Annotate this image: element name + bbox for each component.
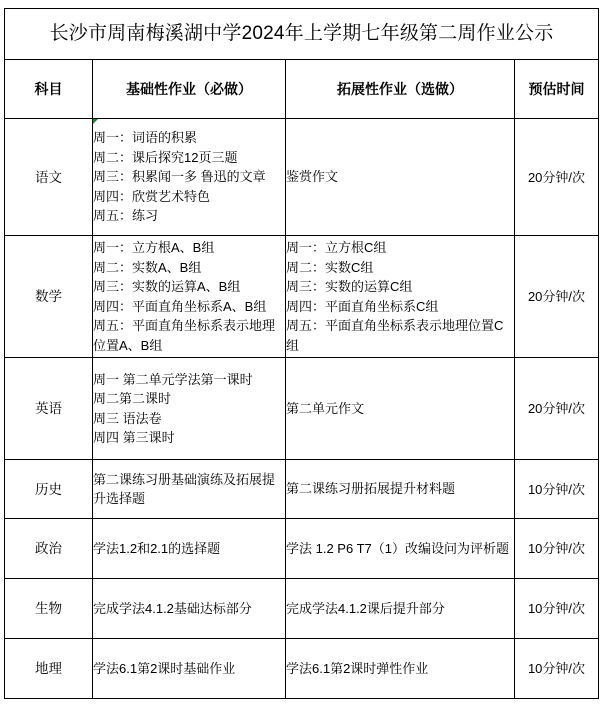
work-line: 周四 第三课时 xyxy=(93,430,175,445)
estimated-time: 10分钟/次 xyxy=(515,460,599,519)
extended-work-cell xyxy=(286,639,515,699)
estimated-time: 10分钟/次 xyxy=(515,519,599,579)
basic-work-cell xyxy=(93,236,286,358)
work-line: 周五：练习 xyxy=(93,208,159,224)
estimated-time: 20分钟/次 xyxy=(515,358,599,460)
table-row xyxy=(5,236,599,358)
subject-name: 生物 xyxy=(5,579,93,639)
table-row xyxy=(5,358,599,460)
work-line: 完成学法4.1.2课后提升部分 xyxy=(286,600,445,616)
extended-work-cell xyxy=(286,519,515,579)
work-line: 第二课练习册基础演练及拓展提升选择题 xyxy=(93,471,276,506)
work-line: 学法6.1第2课时基础作业 xyxy=(93,660,236,676)
estimated-time: 10分钟/次 xyxy=(515,639,599,699)
column-header-extended-work: 拓展性作业（选做） xyxy=(286,60,515,119)
extended-work-cell xyxy=(286,119,515,236)
header-row xyxy=(5,60,599,119)
title-row xyxy=(5,9,599,60)
work-line: 完成学法4.1.2基础达标部分 xyxy=(93,600,252,616)
extended-work-cell xyxy=(286,236,515,358)
subject-name: 数学 xyxy=(5,236,93,358)
work-line: 第二单元作文 xyxy=(286,400,365,416)
work-line: 鉴赏作文 xyxy=(286,169,339,185)
cell-comment-marker-icon xyxy=(93,119,98,124)
work-line: 周四：平面直角坐标系C组 xyxy=(286,298,439,314)
basic-work-cell xyxy=(93,358,286,460)
page-title: 长沙市周南梅溪湖中学2024年上学期七年级第二周作业公示 xyxy=(5,9,599,60)
table-row xyxy=(5,519,599,579)
estimated-time: 10分钟/次 xyxy=(515,579,599,639)
column-header-subject: 科目 xyxy=(5,60,93,119)
work-line: 学法 1.2 P6 T7（1）改编设问为评析题 xyxy=(286,540,509,556)
work-line: 周五：平面直角坐标系表示地理位置C组 xyxy=(286,318,504,353)
table-row xyxy=(5,579,599,639)
worksheet xyxy=(4,8,598,699)
work-line: 周三：实数的运算A、B组 xyxy=(93,279,241,294)
work-line: 周三：实数的运算C组 xyxy=(286,279,413,294)
work-line: 周一：词语的积累 xyxy=(93,130,198,146)
work-line: 周三 语法卷 xyxy=(93,410,162,426)
basic-work-cell xyxy=(93,119,286,236)
work-line: 学法1.2和2.1的选择题 xyxy=(93,540,221,556)
extended-work-cell xyxy=(286,460,515,519)
subject-name: 地理 xyxy=(5,639,93,699)
work-line: 第二课练习册拓展提升材料题 xyxy=(286,481,456,497)
work-line: 周四：欣赏艺术特色 xyxy=(93,188,211,204)
basic-work-cell xyxy=(93,519,286,579)
work-line: 周四：平面直角坐标系A、B组 xyxy=(93,298,267,314)
subject-name: 政治 xyxy=(5,519,93,579)
table-row xyxy=(5,639,599,699)
work-line: 周二：课后探究12页三题 xyxy=(93,149,238,165)
basic-work-cell xyxy=(93,639,286,699)
table-body xyxy=(5,9,599,699)
subject-name: 英语 xyxy=(5,358,93,460)
estimated-time: 20分钟/次 xyxy=(515,236,599,358)
work-line: 周一：立方根A、B组 xyxy=(93,240,215,255)
table-row xyxy=(5,460,599,519)
work-line: 周二：实数A、B组 xyxy=(93,259,202,275)
homework-table xyxy=(4,8,599,699)
subject-name: 历史 xyxy=(5,460,93,519)
extended-work-cell xyxy=(286,579,515,639)
work-line: 周五：平面直角坐标系表示地理位置A、B组 xyxy=(93,318,276,353)
basic-work-cell xyxy=(93,460,286,519)
column-header-basic-work: 基础性作业（必做） xyxy=(93,60,286,119)
column-header-estimated-time: 预估时间 xyxy=(515,60,599,119)
work-line: 周二第二课时 xyxy=(93,391,172,406)
work-line: 学法6.1第2课时弹性作业 xyxy=(286,660,429,676)
work-line: 周一：立方根C组 xyxy=(286,240,387,255)
subject-name: 语文 xyxy=(5,119,93,236)
table-row xyxy=(5,119,599,236)
estimated-time: 20分钟/次 xyxy=(515,119,599,236)
work-line: 周二：实数C组 xyxy=(286,259,374,275)
work-line: 周一 第二单元学法第一课时 xyxy=(93,371,253,387)
extended-work-cell xyxy=(286,358,515,460)
basic-work-cell xyxy=(93,579,286,639)
work-line: 周三：积累闻一多 鲁迅的文章 xyxy=(93,169,266,185)
